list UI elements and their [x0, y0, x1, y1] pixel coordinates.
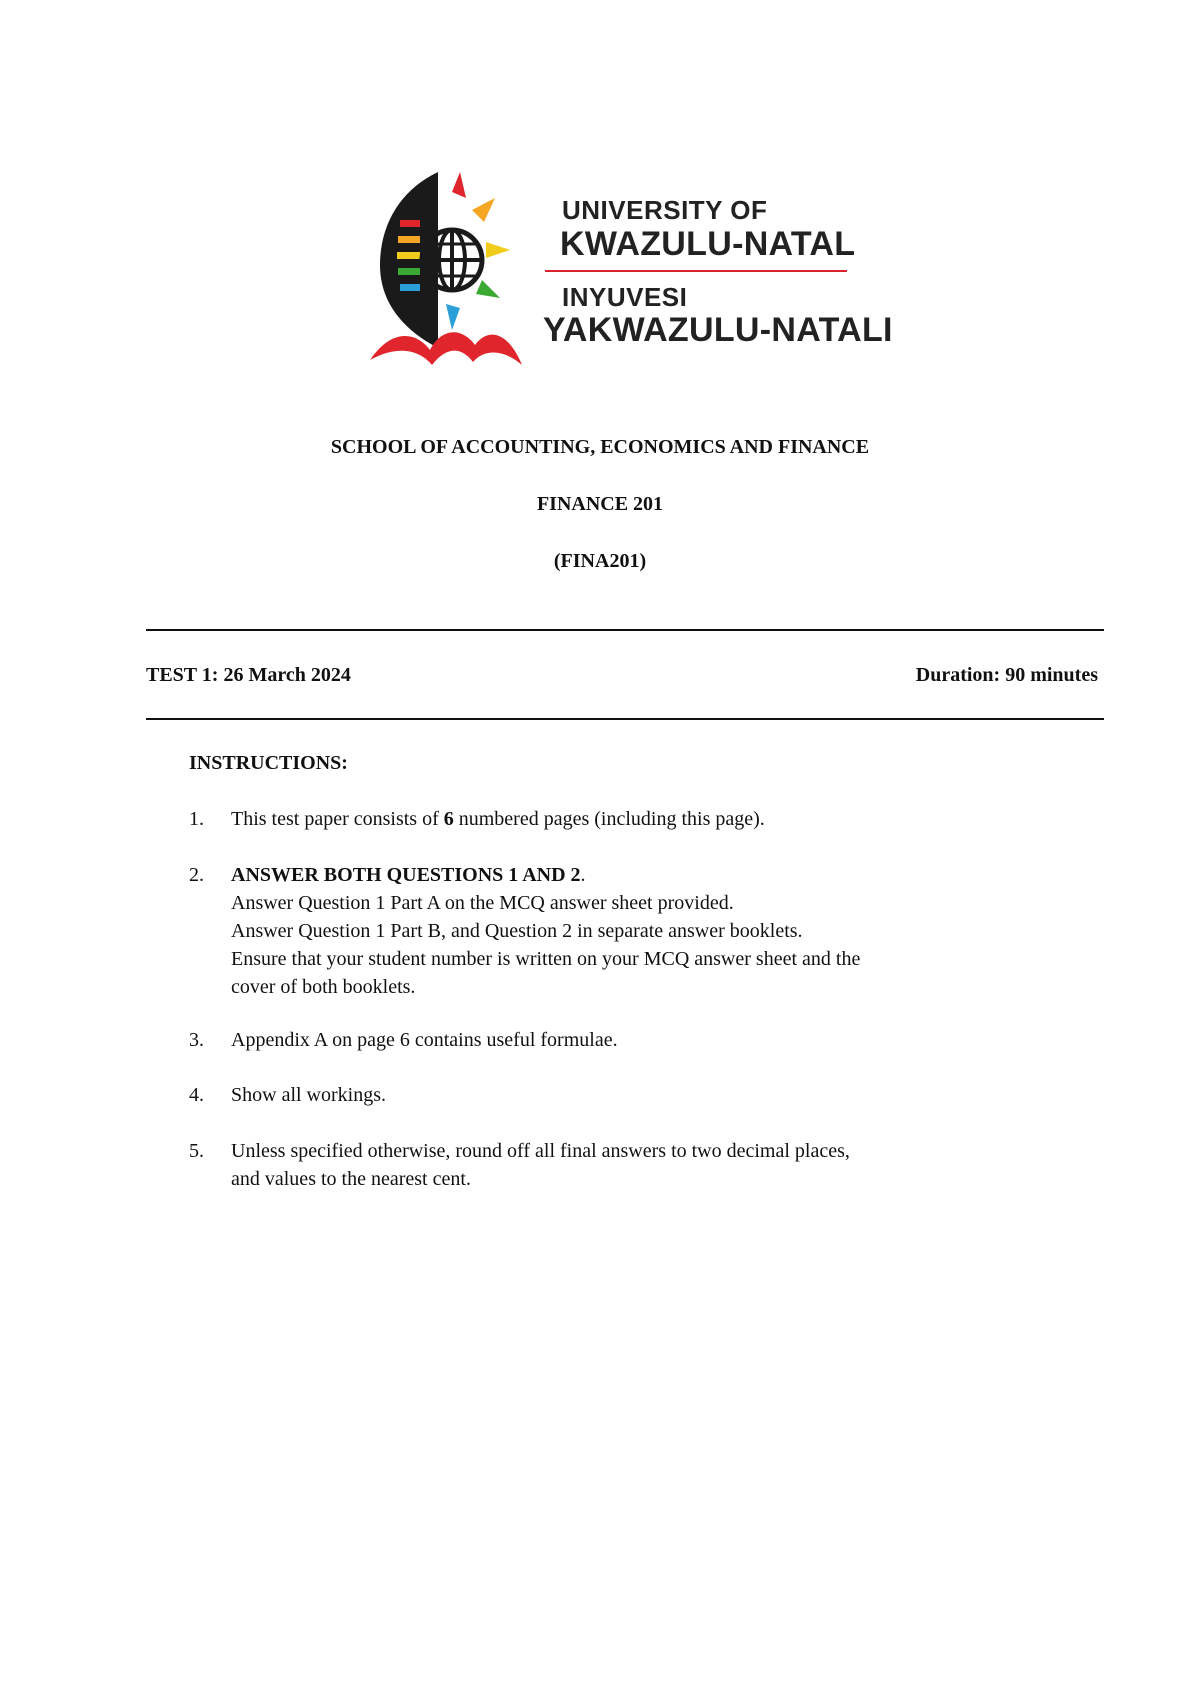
- course-heading: FINANCE 201: [536, 493, 664, 515]
- instruction-text: This test paper consists of 6 numbered pages (including this page).: [231, 808, 765, 830]
- instruction-number: 5.: [189, 1140, 204, 1162]
- university-logo: [360, 170, 893, 380]
- instruction-number: 4.: [189, 1084, 204, 1106]
- logo-line-2: KWAZULU-NATAL: [560, 225, 856, 263]
- instruction-text: Appendix A on page 6 contains useful formulae.: [231, 1029, 618, 1051]
- test-title: TEST 1: 26 March 2024: [146, 664, 351, 686]
- instruction-item: [189, 1026, 1019, 1054]
- school-heading: SCHOOL OF ACCOUNTING, ECONOMICS AND FINANCE: [330, 436, 870, 458]
- test-duration: Duration: 90 minutes: [915, 664, 1098, 686]
- instruction-text: Show all workings.: [231, 1084, 386, 1106]
- logo-divider: [545, 270, 847, 272]
- top-divider: [146, 629, 1104, 631]
- instruction-text: Unless specified otherwise, round off all final answers to two decimal places, and values to the nearest cent.: [231, 1140, 850, 1190]
- logo-line-4: YAKWAZULU-NATALI: [543, 311, 893, 349]
- university-crest-icon: [360, 170, 535, 380]
- instructions-title: INSTRUCTIONS:: [189, 752, 348, 774]
- instruction-item: [189, 1137, 1019, 1193]
- bottom-divider: [146, 718, 1104, 720]
- instruction-number: 1.: [189, 808, 204, 830]
- instruction-number: 2.: [189, 864, 204, 886]
- instruction-number: 3.: [189, 1029, 204, 1051]
- instruction-item: [189, 1081, 1019, 1109]
- instruction-text: ANSWER BOTH QUESTIONS 1 AND 2. Answer Question 1 Part A on the MCQ answer sheet provided. Answer Question 1 Part B, and Question 2 in separate answer booklets. Ensure that your student number is written on your MCQ answer sheet and the cover of both booklets.: [231, 864, 861, 998]
- course-code: (FINA201): [553, 550, 647, 572]
- logo-line-1: UNIVERSITY OF: [562, 195, 768, 225]
- instruction-item: [189, 861, 1019, 1001]
- logo-line-3: INYUVESI: [562, 282, 688, 312]
- instruction-item: [189, 805, 1019, 833]
